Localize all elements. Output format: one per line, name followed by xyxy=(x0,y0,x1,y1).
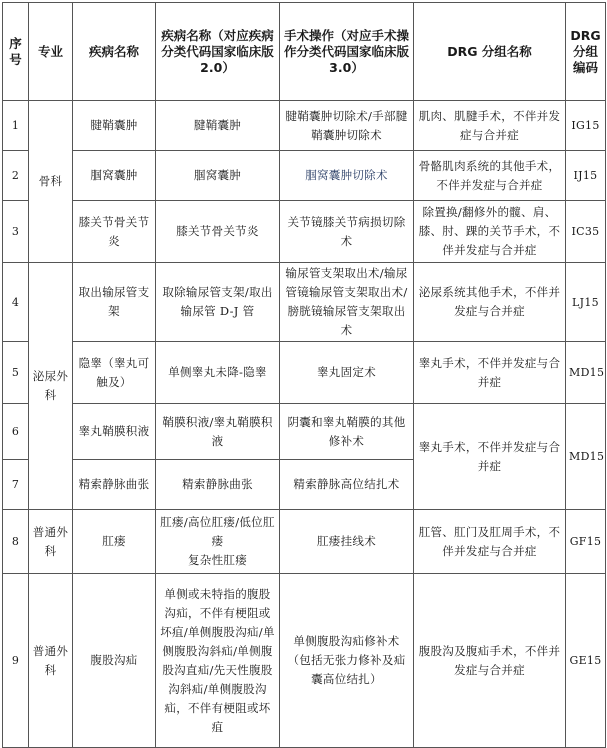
procedure-cell: 腱鞘囊肿切除术/手部腱鞘囊肿切除术 xyxy=(280,101,414,151)
drg-code-cell: GE15 xyxy=(566,574,606,748)
procedure-cell: 单侧腹股沟疝修补术（包括无张力修补及疝囊高位结扎） xyxy=(280,574,414,748)
drg-name-cell: 肌肉、肌腱手术，不伴并发症与合并症 xyxy=(414,101,566,151)
specialty-cell: 普通外科 xyxy=(29,574,73,748)
table-row xyxy=(3,263,606,342)
icd-disease-line: 肛瘘/高位肛瘘/低位肛瘘 xyxy=(160,515,275,548)
table-row xyxy=(3,201,606,263)
drg-code-cell: IC35 xyxy=(566,201,606,263)
drg-code-cell: IG15 xyxy=(566,101,606,151)
row-seq: 6 xyxy=(3,404,29,460)
disease-cell: 腘窝囊肿 xyxy=(73,151,156,201)
drg-code-cell: MD15 xyxy=(566,404,606,510)
icd-disease-cell: 鞘膜积液/睾丸鞘膜积液 xyxy=(156,404,280,460)
drg-name-cell: 睾丸手术，不伴并发症与合并症 xyxy=(414,404,566,510)
header-seq: 序号 xyxy=(3,3,29,101)
icd-disease-cell: 腱鞘囊肿 xyxy=(156,101,280,151)
header-icd-procedure: 手术操作（对应手术操作分类代码国家临床版 3.0） xyxy=(280,3,414,101)
specialty-cell: 普通外科 xyxy=(29,510,73,574)
disease-cell: 隐睾（睾丸可触及） xyxy=(73,342,156,404)
header-specialty: 专业 xyxy=(29,3,73,101)
procedure-cell: 阴囊和睾丸鞘膜的其他修补术 xyxy=(280,404,414,460)
drg-code-cell: LJ15 xyxy=(566,263,606,342)
drg-code-cell: MD15 xyxy=(566,342,606,404)
icd-disease-cell: 精索静脉曲张 xyxy=(156,460,280,510)
row-seq: 2 xyxy=(3,151,29,201)
procedure-cell: 输尿管支架取出术/输尿管镜输尿管支架取出术/膀胱镜输尿管支架取出术 xyxy=(280,263,414,342)
row-seq: 5 xyxy=(3,342,29,404)
icd-disease-cell: 取除输尿管支架/取出输尿管 D-J 管 xyxy=(156,263,280,342)
header-drg-code: DRG分组编码 xyxy=(566,3,606,101)
drg-code-cell: IJ15 xyxy=(566,151,606,201)
table-row xyxy=(3,101,606,151)
icd-disease-cell: 单侧或未特指的腹股沟疝，不伴有梗阻或坏疽/单侧腹股沟疝/单侧腹股沟斜疝/单侧腹股沟直疝/先天性腹股沟斜疝/单侧腹股沟疝，不伴有梗阻或坏疽 xyxy=(156,574,280,748)
specialty-cell: 泌尿外科 xyxy=(29,263,73,510)
disease-cell: 腹股沟疝 xyxy=(73,574,156,748)
disease-cell: 睾丸鞘膜积液 xyxy=(73,404,156,460)
drg-name-cell: 肛管、肛门及肛周手术，不伴并发症与合并症 xyxy=(414,510,566,574)
icd-disease-cell: 单侧睾丸未降-隐睾 xyxy=(156,342,280,404)
disease-cell: 精索静脉曲张 xyxy=(73,460,156,510)
icd-disease-cell: 腘窝囊肿 xyxy=(156,151,280,201)
row-seq: 9 xyxy=(3,574,29,748)
row-seq: 1 xyxy=(3,101,29,151)
row-seq: 4 xyxy=(3,263,29,342)
table-row xyxy=(3,574,606,748)
icd-disease-cell: 膝关节骨关节炎 xyxy=(156,201,280,263)
drg-name-cell: 腹股沟及腹疝手术，不伴并发症与合并症 xyxy=(414,574,566,748)
row-seq: 8 xyxy=(3,510,29,574)
drg-table xyxy=(2,2,606,748)
header-disease: 疾病名称 xyxy=(73,3,156,101)
procedure-cell: 精索静脉高位结扎术 xyxy=(280,460,414,510)
table-row xyxy=(3,151,606,201)
disease-cell: 取出输尿管支架 xyxy=(73,263,156,342)
drg-name-cell: 睾丸手术，不伴并发症与合并症 xyxy=(414,342,566,404)
header-icd-disease: 疾病名称（对应疾病分类代码国家临床版 2.0） xyxy=(156,3,280,101)
procedure-cell: 肛瘘挂线术 xyxy=(280,510,414,574)
procedure-cell: 睾丸固定术 xyxy=(280,342,414,404)
table-row xyxy=(3,510,606,574)
header-drg-name: DRG 分组名称 xyxy=(414,3,566,101)
drg-name-cell: 骨骼肌肉系统的其他手术，不伴并发症与合并症 xyxy=(414,151,566,201)
row-seq: 7 xyxy=(3,460,29,510)
disease-cell: 膝关节骨关节炎 xyxy=(73,201,156,263)
disease-cell: 肛瘘 xyxy=(73,510,156,574)
disease-cell: 腱鞘囊肿 xyxy=(73,101,156,151)
procedure-cell: 关节镜膝关节病损切除术 xyxy=(280,201,414,263)
drg-name-cell: 除置换/翻修外的髋、肩、膝、肘、踝的关节手术，不伴并发症与合并症 xyxy=(414,201,566,263)
row-seq: 3 xyxy=(3,201,29,263)
icd-disease-cell xyxy=(156,510,280,574)
drg-name-cell: 泌尿系统其他手术，不伴并发症与合并症 xyxy=(414,263,566,342)
table-row xyxy=(3,404,606,460)
icd-disease-line: 复杂性肛瘘 xyxy=(188,553,247,567)
table-row xyxy=(3,342,606,404)
drg-code-cell: GF15 xyxy=(566,510,606,574)
procedure-cell: 腘窝囊肿切除术 xyxy=(280,151,414,201)
specialty-cell: 骨科 xyxy=(29,101,73,263)
